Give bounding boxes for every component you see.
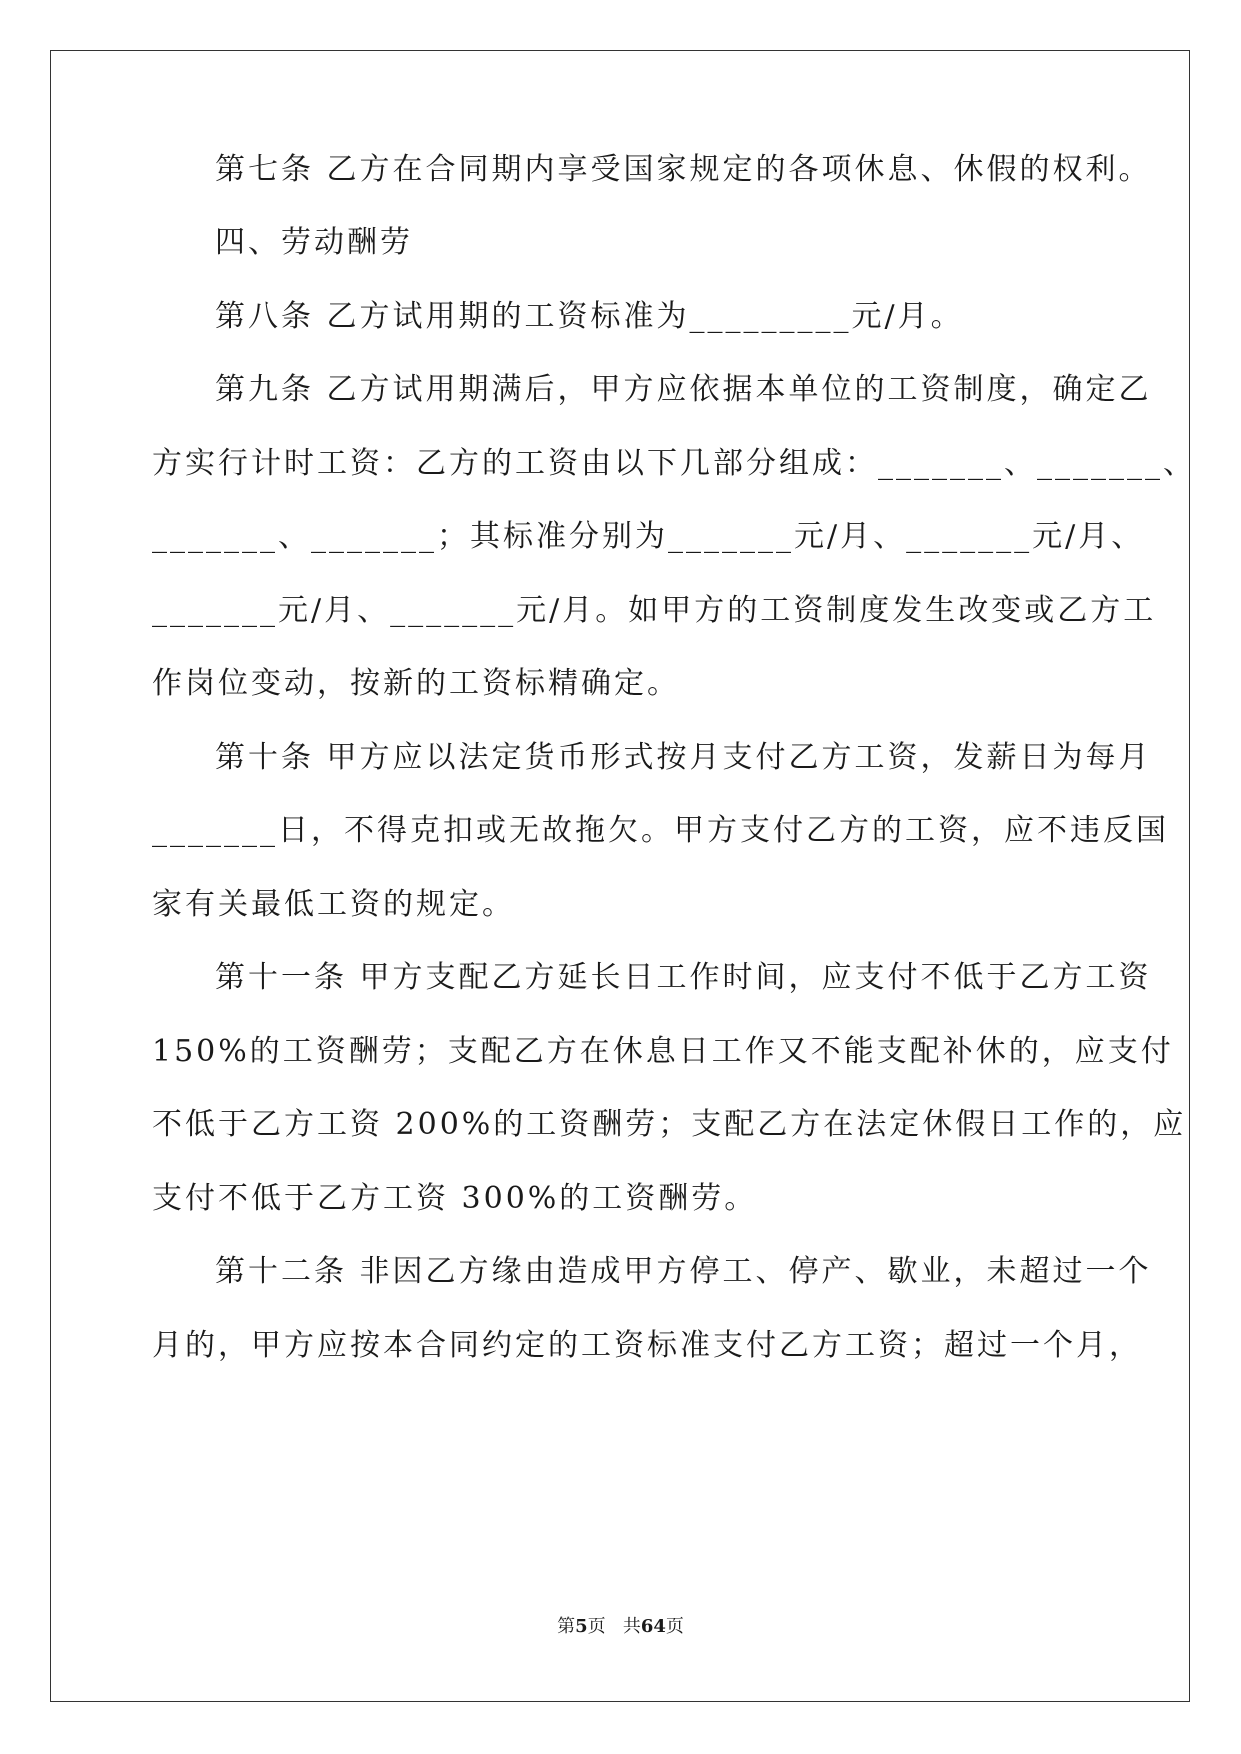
article-12-line-1: 第十二条 非因乙方缘由造成甲方停工、停产、歇业，未超过一个	[215, 1254, 1152, 1289]
article-10-line-3: 家有关最低工资的规定。	[152, 887, 515, 922]
article-8-line: 第八条 乙方试用期的工资标准为_________元/月。	[215, 299, 964, 334]
article-9-line-4: _______元/月、_______元/月。如甲方的工资制度发生改变或乙方工	[152, 593, 1157, 628]
footer-page-suffix: 页	[587, 1616, 606, 1637]
footer-total-suffix: 页	[665, 1616, 684, 1637]
article-9-line-2: 方实行计时工资：乙方的工资由以下几部分组成：_______、_______、	[152, 446, 1196, 481]
total-page-count: 64	[640, 1616, 666, 1637]
article-9-line-1: 第九条 乙方试用期满后，甲方应依据本单位的工资制度，确定乙	[215, 372, 1152, 407]
article-11-line-2: 150%的工资酬劳；支配乙方在休息日工作又不能支配补休的，应支付	[152, 1034, 1174, 1069]
article-12-line-2: 月的，甲方应按本合同约定的工资标准支付乙方工资；超过一个月，	[152, 1328, 1142, 1363]
article-9-line-3: _______、_______；其标准分别为_______元/月、_______元/月、	[152, 519, 1145, 554]
footer-total-prefix: 共	[622, 1616, 641, 1637]
article-10-line-2: _______日，不得克扣或无故拖欠。甲方支付乙方的工资，应不违反国	[152, 813, 1169, 848]
article-10-line-1: 第十条 甲方应以法定货币形式按月支付乙方工资，发薪日为每月	[215, 740, 1152, 775]
current-page-number: 5	[575, 1616, 588, 1637]
article-7-line: 第七条 乙方在合同期内享受国家规定的各项休息、休假的权利。	[215, 152, 1152, 187]
article-11-line-4: 支付不低于乙方工资 300%的工资酬劳。	[152, 1181, 758, 1216]
article-9-line-5: 作岗位变动，按新的工资标精确定。	[152, 666, 680, 701]
article-11-line-3: 不低于乙方工资 200%的工资酬劳；支配乙方在法定休假日工作的，应	[152, 1107, 1187, 1142]
footer-prefix: 第	[557, 1616, 576, 1637]
article-11-line-1: 第十一条 甲方支配乙方延长日工作时间，应支付不低于乙方工资	[215, 960, 1152, 995]
page-number-footer	[0, 1612, 1241, 1638]
section-4-heading: 四、劳动酬劳	[215, 225, 413, 260]
